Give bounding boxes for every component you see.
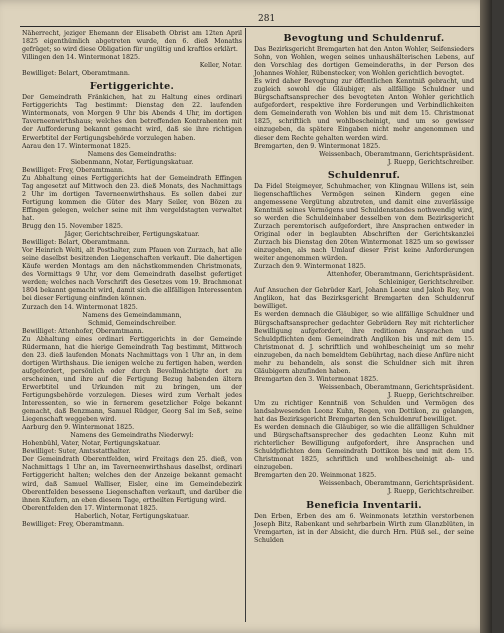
paragraph: Bremgarten den 3. Wintermonat 1825. [254,375,379,383]
signature-line: Haberlich, Notar, Fertigungskatuar. [74,512,190,520]
paragraph: Näherrecht, jeziger Ehemann der Elisabeth Obrist am 12ten April 1825 eigenthümlich abgetreten wurde, den 6. dieß Monaths gefrüget; so wird diese Obligation für ungültig und kraftlos erklärt. [22,30,242,54]
paragraph: Den Erben, Erben des am 6. Weinmonats letzthin verstorbenen Joseph Bitz, Rabenkant und sehrbarbein Wirth zum Glanzblüten, in Vremgarten, ist in der Absicht, die durch Hrn. Plüß sel., der seine Schulden [254,512,474,544]
section-heading: Bevogtung und Schuldenruf. [283,33,445,44]
section-heading: Fertiggerichte. [89,81,175,93]
signature-line: Namens des Gemeindammann, [82,311,182,319]
signature-line: Namens des Gemeindraths: [87,150,177,158]
paragraph: Bremgarten, den 9. Wintermonat 1825. [254,142,381,150]
signature-line: Schleiniger, Gerichtschreiber. [378,279,474,287]
signature-line: Weissenbach, Oberamtmann, Gerichtspräsident. [319,383,474,391]
paragraph: Bremgarten den 20. Weinmonat 1825. [254,472,377,480]
paragraph: Zu Abhaltung eines Fertiggerichts hat der Gemeindrath Effingen Tag angesetzt auf Mittwoch den 23. dieß Monats, des Nachmittags 2 Uhr im dortigen Taverneenwirthshaus. Es sollen dabei zur Fertigung kommen die Güter des Mary Seiler, von Bözen zu Effingen gelegen, welcher seine mit ihm vergeldstagten verwaltet hat. [22,174,242,222]
paragraph: Es werden demnach die Gläubiger, so wie allfällige Schuldner und Bürgschaftsansprecher gedachter Gebrüdern Rey mit richterlicher Bewilligung aufgefordert, ihre reditionen Ansprachen und Schuldpflichten dem Gemeindrath Anglikon bis und mit dem 15. Christmonat d. J. schriftlich und wohlbescheinigt um so mehr einzugeben, da nach bemeldtem Gebührtag, nach diese Anfüre nicht mehr zu behandeln, als sonst die Schuldner sich mit ihren Gläubigern abzufinden haben. [254,311,474,375]
paragraph: Es werden demnach die Gläubiger, so wie die allfälligen Schuldner und Bürgschaftsansprecher des gedachten Leonz Kuhn mit richterlicher Bewilligung aufgefordert, ihre Ansprachen und Schuldpflichten dem Gemeindrath Dottikon bis und mit dem 15. Christmonat 1825, schriftlich und wohlbescheinigt ab- und einzugeben. [254,424,474,472]
paragraph: Zurzach den 9. Wintermonat 1825. [254,263,366,271]
paragraph: Bewilliget: Frey, Oberamtmann. [22,520,125,528]
signature-line: Siebenmann, Notar, Fertigungskatuar. [70,158,194,166]
paragraph: Der Gemeindrath Fränkichen, hat zu Haltung eines ordinari Fertiggerichts Tag bestimmt: Dienstag den 22. laufenden Wintermonats, von Morgen 9 Uhr bis Abends 4 Uhr, im dortigen Taverneenwirthshaus; welches den betreffenden Kontrahenten mit der Aufforderung bekannt gemacht wird, daß sie ihre richtigen Erwerbtitel der Fertigungsbehörde vorzulegen haben. [22,94,242,142]
section-heading: Beneficia Inventarii. [306,499,422,511]
paragraph: Bewilliget: Belart, Oberamtmann. [22,70,130,78]
paragraph: Um zu richtiger Kenntniß von Schulden und Vermögen des landsabwesenden Leonz Kuhn, Regen, von Dottikon, zu gelangen, hat das Bezirksgericht Bremgarten den Schuldenruf bewilliget. [254,399,474,424]
paragraph: Zu Abhaltung eines ordinari Fertiggerichts in der Gemeinde Rüdermann, hat die hierige Gemeindrath Tag bestimmt, Mittwoch den 23. dieß laufenden Monats Nachmittags von 1 Uhr an, in dem dortigen Wirthshaus. Die ienigen welche zu fertigen haben, werden aufgefordert, persönlich oder durch Bevollmächtigte dort zu erscheinen, und ihre auf die Fertigung Bezug habenden ältern Erwerbtitel und Urkunden mit zu bringen, um der Fertigungsbehörde vorzulegen. Dieses wird zum Verhalt jedes Interessenten, so wie in fernerem gesetzlicher Folge bekannt gemacht, daß Benzmann, Samuel Rüdger, Georg Sal im Seß, seine Liegenschaft weggeben wird. [22,335,242,424]
paragraph: Aarburg den 9. Wintermonat 1825. [22,424,135,432]
paragraph: Bewilliget: Suter, Amtsstatthalter. [22,448,131,456]
signature-line: J. Ruepp, Gerichtschreiber. [387,391,474,399]
signature-line: Weissenbach, Oberamtmann, Gerichtspräsident. [319,150,474,158]
signature-line: J. Ruepp, Gerichtschreiber. [387,488,474,496]
paragraph: Zurzach den 14. Wintermonat 1825. [22,303,138,311]
left-column [22,30,242,529]
paragraph: Oberentfelden den 17. Wintermonat 1825. [22,504,158,512]
signature-line: Namens des Gemeindraths Niederwyl: [70,432,194,440]
right-column [254,30,474,545]
paragraph: Hohenbühl, Vater, Notar, Fertigungskatuar. [22,440,161,448]
paragraph: Brugg den 15. November 1825. [22,223,123,231]
paragraph: Das Bezirksgericht Bremgarten hat den Anton Wohler, Seifensieders Sohn, von Wohlen, wegen seines unhaushälterischen Lebens, auf den Vorschlag des dortigen Gemeinderaths, in der Person des Johannes Wohler, Rübenstecker, von Wohlen gerichtlich bevogtet. [254,46,474,78]
signature-line: Schmid, Gemeindschreiber. [87,319,177,327]
paragraph: Der Gemeindrath Oberentfelden, wird Freitags den 25. dieß, von Nachmittags 1 Uhr an, im Taverneenwirthshaus daselbst, ordinari Fertiggericht halten; welches den der Anzeige bekannt gemacht wird, daß Samuel Walliser, Eisler, eine im Gemeindebezirk Oberentfelden besessene Liegenschaften verkauft, und darüber die ihnen Käufern, an eben diesem Tage, ertheilten Fertigung wird. [22,456,242,504]
header-rule [20,26,480,27]
paragraph: Bewilliget: Belart, Oberamtmann. [22,239,130,247]
paragraph: Bewilliget: Attenhofer, Oberamtmann. [22,327,144,335]
paragraph: Bewilliget: Frey, Oberamtmann. [22,166,125,174]
page-edge-shadow [480,0,492,633]
signature-line: Weissenbach, Oberamtmann, Gerichtspräsident. [319,480,474,488]
signature-line: Jäger, Gerichtschreiber, Fertigungskatuar. [64,231,200,239]
section-heading: Schuldenruf. [327,169,401,181]
paragraph: Aarau den 17. Wintermonat 1825. [22,142,131,150]
paragraph: Vor Heinrich Welti, alt Postbalter, zum Pfauen von Zurzach, hat alle seine daselbst besitzenden Liegenschaften verkauft. Die dahertigen Käufe werden Montags am den nächstkommenden Christmonats, des Vormittags 9 Uhr, vor dem Gemeindrath daselbst gefertiget werden; welches nach Vorschrift des Gesetzes vom 19. Brachmonat 1804 bekannt gemacht wird, damit sich die allfälligen Interessenten bei dieser Fertigung einfinden können. [22,247,242,303]
paragraph: Da Fidel Steigmeyer, Schuhmacher, von Klingnau Willens ist, sein liegenschaftliches Vermögen seinen Kindern gegen eine angemessene Vergütung abzutreten, und damit eine zuverlässige Kenntniß seines Vermögens und Schuldenstandes nothwendig wird, so werden die Schuldeinhaber desselben von dem Bezirksgericht Zurzach peremtorisch aufgefordert, ihre Ansprachen entweder in Original oder in beglaubten Abschriften der Gerichtskanzlei Zurzach bis Dienstag den 20ten Wintermonat 1825 um so gewisser einzugeben, als nach Umlauf dieser Frist keine Anforderungen weiter angenommen würden. [254,182,474,263]
signature-line: Attenhofer, Oberamtmann, Gerichtspräsident. [326,271,474,279]
signature-line: Keller, Notar. [199,62,242,70]
paragraph: Auf Ansuchen der Gebrüder Karl, Johann Leonz und Jakob Rey, von Anglikon, hat das Bezirksgericht Bremgarten den Schuldenruf bewilliget. [254,287,474,311]
signature-line: J. Ruepp, Gerichtschreiber. [387,158,474,166]
column-divider [245,28,246,622]
paragraph: Villingen den 14. Wintermonat 1825. [22,54,141,62]
paragraph: Es wird daher Bevogtung zur öffentlichen Kenntniß gebracht, und zugleich sowohl die Gläubiger, als allfällige Schuldner und Bürgschaftsansprecher des bevogteten Anton Wohler gerichtlich aufgefordert, respektive ihre Forderungen und Verbindlichkeiten dem Gemeinderath von Wohlen bis und mit dem 15. Christmonat 1825, schriftlich und wohlbescheinigt, und um so gewisser einzugeben, da spätere Eingaben nicht mehr angenommen und dieser dem Rechte gehalten werden wird. [254,78,474,142]
page-number: 281 [258,14,276,24]
